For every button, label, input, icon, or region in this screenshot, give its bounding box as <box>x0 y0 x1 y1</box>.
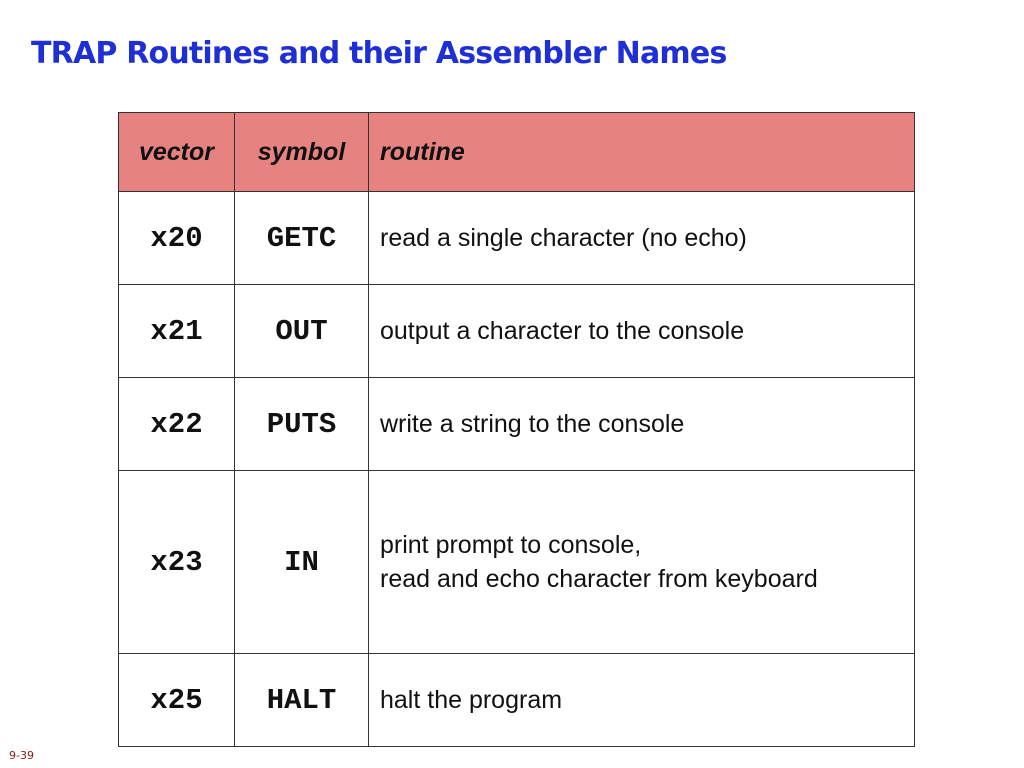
table-row <box>119 378 915 471</box>
routine-cell <box>369 378 915 471</box>
vector-cell: x25 <box>119 654 235 747</box>
table-row <box>119 285 915 378</box>
routine-text: read a single character (no echo) <box>380 224 747 252</box>
header-routine: routine <box>369 113 915 192</box>
vector-cell: x23 <box>119 471 235 654</box>
header-row <box>119 113 915 192</box>
routine-cell <box>369 654 915 747</box>
table-body <box>119 192 915 747</box>
vector-cell: x21 <box>119 285 235 378</box>
header-symbol: symbol <box>235 113 369 192</box>
table-row <box>119 654 915 747</box>
symbol-cell: PUTS <box>235 378 369 471</box>
slide-title: TRAP Routines and their Assembler Names <box>31 36 727 71</box>
header-vector: vector <box>119 113 235 192</box>
routine-cell <box>369 285 915 378</box>
vector-cell: x20 <box>119 192 235 285</box>
trap-routines-table <box>118 112 915 747</box>
routine-text: output a character to the console <box>380 317 745 345</box>
routine-text: write a string to the console <box>380 410 685 438</box>
routine-text: halt the program <box>380 686 563 714</box>
symbol-cell: GETC <box>235 192 369 285</box>
vector-cell: x22 <box>119 378 235 471</box>
routine-text-line1: print prompt to console, <box>380 531 642 559</box>
table-row <box>119 471 915 654</box>
symbol-cell: HALT <box>235 654 369 747</box>
routine-cell <box>369 192 915 285</box>
symbol-cell: IN <box>235 471 369 654</box>
symbol-cell: OUT <box>235 285 369 378</box>
table-row <box>119 192 915 285</box>
page-number: 9-39 <box>9 749 34 762</box>
routine-text-line2: read and echo character from keyboard <box>380 565 818 593</box>
routine-cell <box>369 471 915 654</box>
table-header <box>119 113 915 192</box>
